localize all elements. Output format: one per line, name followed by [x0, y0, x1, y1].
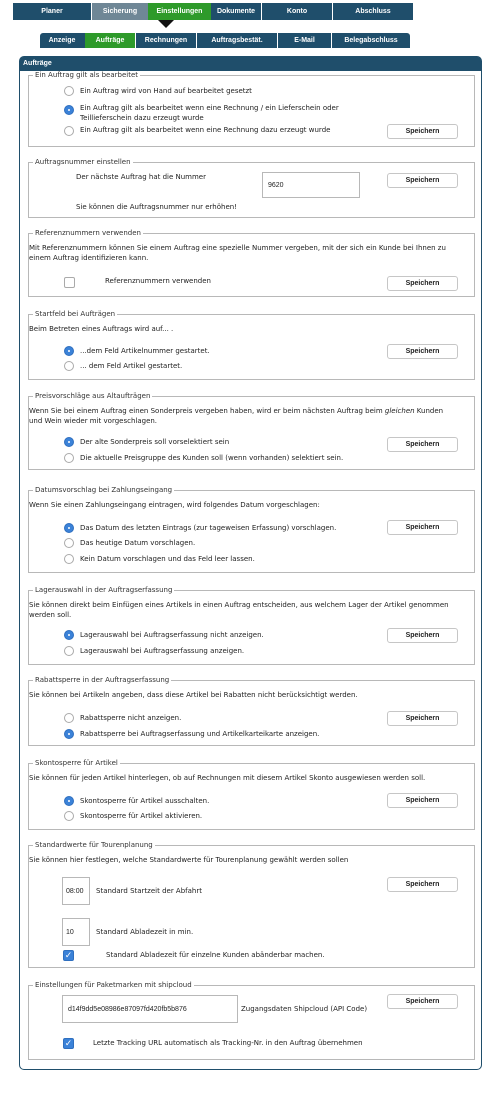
radio-invoice-only[interactable]: [64, 126, 74, 136]
section-legend: Preisvorschläge aus Altaufträgen: [35, 392, 151, 400]
subnav-tab-anzeige[interactable]: Anzeige: [48, 37, 76, 44]
section-shipcloud: [28, 981, 475, 1060]
section-legend: Skontosperre für Artikel: [35, 759, 118, 767]
radio-skonto-lock-on[interactable]: [64, 811, 74, 821]
radio-start-artikel[interactable]: [64, 361, 74, 371]
radio-no-date[interactable]: [64, 554, 74, 564]
section-legend: Startfeld bei Aufträgen: [35, 310, 116, 318]
subnav-tab-auftragsbestaet[interactable]: Auftragsbestät.: [211, 37, 263, 44]
checkbox-label: Referenznummern verwenden: [105, 277, 211, 285]
option-label: Der alte Sonderpreis soll vorselektiert sein: [80, 438, 230, 446]
section-description: Sie können hier festlegen, welche Standardwerte für Tourenplanung gewählt werden sollen: [29, 856, 349, 864]
save-button[interactable]: Speichern: [387, 173, 458, 188]
option-label: Das Datum des letzten Eintrags (zur tageweisen Erfassung) vorschlagen.: [80, 524, 337, 532]
subnav-tab-belegabschluss[interactable]: Belegabschluss: [344, 37, 398, 44]
save-button[interactable]: Speichern: [387, 711, 458, 726]
section-startfeld: [28, 310, 475, 380]
field-label: Standard Startzeit der Abfahrt: [96, 887, 202, 895]
save-button[interactable]: Speichern: [387, 520, 458, 535]
section-datumsvorschlag: [28, 486, 475, 573]
section-description: Sie können für jeden Artikel hinterlegen, ob auf Rechnungen mit diesem Artikel Skonto ausgewiesen werden soll.: [29, 774, 426, 782]
section-description: Beim Betreten eines Auftrags wird auf... .: [29, 325, 174, 333]
radio-manual[interactable]: [64, 86, 74, 96]
section-legend: Ein Auftrag gilt als bearbeitet: [35, 71, 138, 79]
subnav-tab-auftraege[interactable]: Aufträge: [85, 33, 135, 48]
section-tourenplanung: [28, 841, 475, 968]
option-label: ...dem Feld Artikelnummer gestartet.: [80, 347, 210, 355]
order-number-input[interactable]: 9620: [262, 172, 360, 198]
section-preisvorschlaege: [28, 392, 475, 470]
option-label: Ein Auftrag gilt als bearbeitet wenn eine Rechnung dazu erzeugt wurde: [80, 126, 331, 134]
checkbox-label: Standard Abladezeit für einzelne Kunden abänderbar machen.: [106, 951, 325, 959]
nav-tab-konto[interactable]: Konto: [286, 8, 308, 15]
save-button[interactable]: Speichern: [387, 877, 458, 892]
reference-numbers-checkbox[interactable]: [64, 277, 75, 288]
section-rabattsperre: [28, 676, 475, 746]
section-description: Sie können bei Artikeln angeben, dass diese Artikel bei Rabatten nicht berücksichtigt werden.: [29, 691, 358, 699]
option-label: Kein Datum vorschlagen und das Feld leer lassen.: [80, 555, 255, 563]
section-description: Wenn Sie einen Zahlungseingang eintragen, wird folgendes Datum vorgeschlagen:: [29, 501, 320, 509]
nav-tab-einstellungen[interactable]: Einstellungen: [148, 3, 211, 20]
radio-hide-warehouse[interactable]: [64, 630, 74, 640]
section-skontosperre: [28, 759, 475, 830]
section-lagerauswahl: [28, 586, 475, 665]
main-navigation: [13, 3, 413, 20]
section-bearbeitet: [28, 71, 475, 147]
option-label: Lagerauswahl bei Auftragserfassung nicht anzeigen.: [80, 631, 264, 639]
section-legend: Datumsvorschlag bei Zahlungseingang: [35, 486, 173, 494]
start-time-input[interactable]: 08:00: [62, 877, 90, 905]
description-text: Kunden: [414, 407, 444, 415]
description-text: Wenn Sie bei einem Auftrag einen Sonderpreis vergeben haben, wird er beim nächsten Auftrag beim: [29, 407, 385, 415]
settings-panel: [19, 56, 482, 1070]
radio-start-artikelnummer[interactable]: [64, 346, 74, 356]
radio-last-entry-date[interactable]: [64, 523, 74, 533]
section-legend: Standardwerte für Tourenplanung: [35, 841, 153, 849]
field-label: Der nächste Auftrag hat die Nummer: [76, 173, 206, 181]
description-emphasis: gleichen: [384, 407, 415, 415]
radio-show-warehouse[interactable]: [64, 646, 74, 656]
shipcloud-api-key-input[interactable]: d14f9dd5e08986e87097fd420fb5b876: [62, 995, 238, 1023]
checkbox-label: Letzte Tracking URL automatisch als Tracking-Nr. in den Auftrag übernehmen: [93, 1039, 363, 1047]
nav-tab-dokumente[interactable]: Dokumente: [216, 8, 256, 15]
radio-hide-discount-lock[interactable]: [64, 713, 74, 723]
section-legend: Referenznummern verwenden: [35, 229, 141, 237]
option-label: Das heutige Datum vorschlagen.: [80, 539, 196, 547]
option-label: Skontosperre für Artikel ausschalten.: [80, 797, 210, 805]
section-description: [29, 406, 469, 416]
section-description: Sie können direkt beim Einfügen eines Artikels in einen Auftrag entscheiden, aus welchem Lager der Artikel genommen werden soll.: [29, 601, 449, 619]
radio-old-special-price[interactable]: [64, 437, 74, 447]
nav-tab-sicherung[interactable]: Sicherung: [92, 3, 148, 20]
panel-title: Aufträge: [20, 57, 481, 71]
section-auftragsnummer: [28, 158, 475, 218]
nav-tab-abschluss[interactable]: Abschluss: [355, 8, 391, 15]
save-button[interactable]: Speichern: [387, 628, 458, 643]
option-label: ... dem Feld Artikel gestartet.: [80, 362, 183, 370]
option-label: Skontosperre für Artikel aktivieren.: [80, 812, 203, 820]
section-legend: Einstellungen für Paketmarken mit shipcloud: [35, 981, 192, 989]
subnav-tab-rechnungen[interactable]: Rechnungen: [144, 37, 188, 44]
save-button[interactable]: Speichern: [387, 276, 458, 291]
option-label: Die aktuelle Preisgruppe des Kunden soll (wenn vorhanden) selektiert sein.: [80, 454, 344, 462]
field-label: Standard Abladezeit in min.: [96, 928, 194, 936]
section-referenznummern: [28, 229, 475, 297]
active-tab-indicator-icon: [158, 20, 174, 28]
radio-current-price-group[interactable]: [64, 453, 74, 463]
unload-time-input[interactable]: 10: [62, 918, 90, 946]
tracking-url-checkbox[interactable]: ✓: [64, 1039, 73, 1049]
save-button[interactable]: Speichern: [387, 793, 458, 808]
save-button[interactable]: Speichern: [387, 994, 458, 1009]
unload-time-editable-checkbox[interactable]: ✓: [64, 951, 73, 961]
section-description: Mit Referenznummern können Sie einem Auftrag eine spezielle Nummer vergeben, mit der sich ein Kunde bei Ihnen zu einem Auftrag identifizieren kann.: [29, 244, 446, 262]
radio-invoice-or-delivery[interactable]: [64, 105, 74, 115]
option-label: Rabattsperre bei Auftragserfassung und Artikelkarteikarte anzeigen.: [80, 730, 320, 738]
option-label: Ein Auftrag gilt als bearbeitet wenn eine Rechnung / ein Lieferschein oder Teillieferschein dazu erzeugt wurde: [80, 104, 339, 122]
sub-navigation: [40, 33, 410, 48]
option-label: Ein Auftrag wird von Hand auf bearbeitet gesetzt: [80, 87, 252, 95]
nav-tab-planer[interactable]: Planer: [41, 8, 63, 15]
option-label: Rabattsperre nicht anzeigen.: [80, 714, 182, 722]
section-legend: Auftragsnummer einstellen: [35, 158, 131, 166]
save-button[interactable]: Speichern: [387, 437, 458, 452]
save-button[interactable]: Speichern: [387, 124, 458, 139]
radio-today-date[interactable]: [64, 538, 74, 548]
subnav-tab-email[interactable]: E-Mail: [294, 37, 315, 44]
section-description: und Wein wieder mit vorgeschlagen.: [29, 417, 158, 425]
save-button[interactable]: Speichern: [387, 344, 458, 359]
radio-show-discount-lock[interactable]: [64, 729, 74, 739]
field-label: Zugangsdaten Shipcloud (API Code): [241, 1005, 368, 1013]
hint-text: Sie können die Auftragsnummer nur erhöhen!: [76, 203, 237, 211]
section-legend: Rabattsperre in der Auftragserfassung: [35, 676, 170, 684]
radio-skonto-lock-off[interactable]: [64, 796, 74, 806]
section-legend: Lagerauswahl in der Auftragserfassung: [35, 586, 173, 594]
option-label: Lagerauswahl bei Auftragserfassung anzeigen.: [80, 647, 245, 655]
